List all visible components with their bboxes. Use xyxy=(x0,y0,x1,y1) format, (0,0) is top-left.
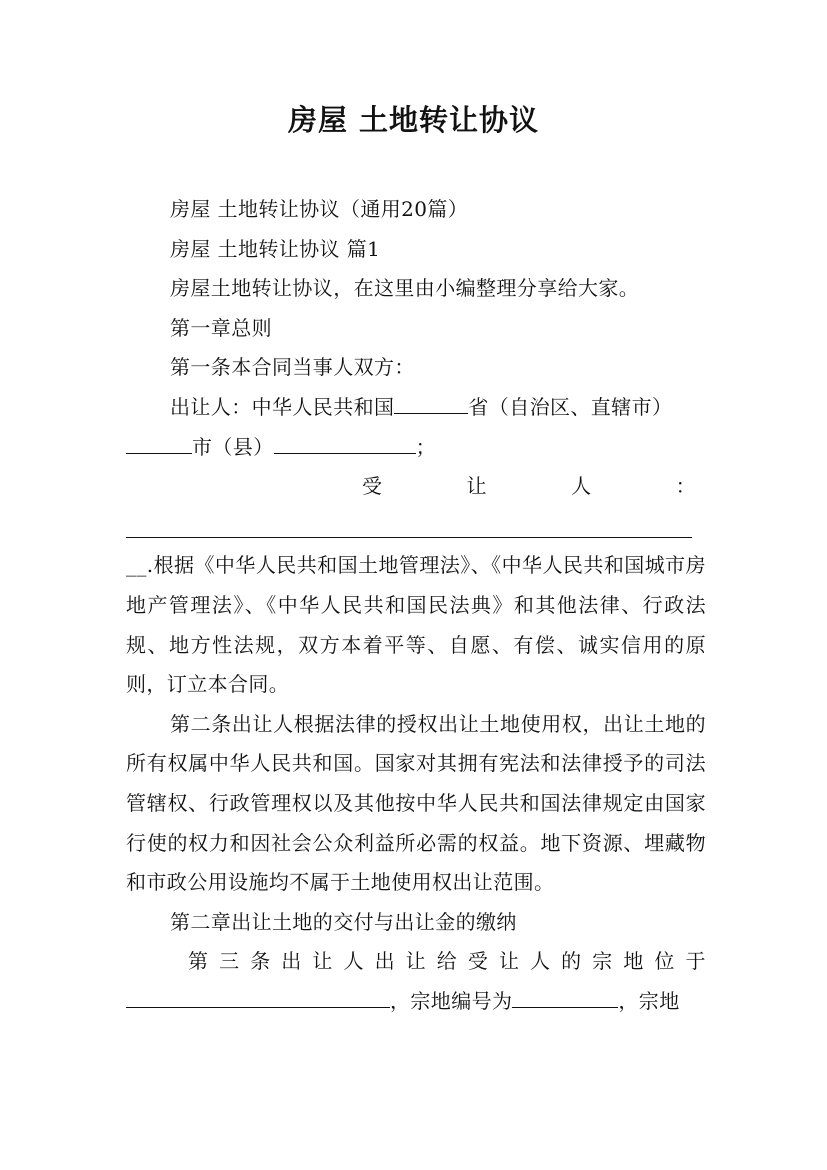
transferor-line xyxy=(126,388,706,428)
spread-char: 地 xyxy=(623,949,644,974)
transferee-blank-line xyxy=(126,507,706,547)
semicolon: ； xyxy=(415,434,437,459)
city-blank xyxy=(126,433,192,454)
spread-char: 让 xyxy=(405,949,427,974)
text-line: 房屋 土地转让协议（通用20篇） xyxy=(170,197,469,221)
text-line: 房屋 土地转让协议 篇1 xyxy=(170,236,381,261)
spread-char: 条 xyxy=(250,949,271,974)
spread-char: 位 xyxy=(654,949,675,974)
document-title: 房屋 土地转让协议 xyxy=(287,103,540,137)
spread-char: 受 xyxy=(362,474,383,499)
spread-char: 让 xyxy=(498,949,520,974)
parcel-label: ，宗地 xyxy=(618,988,680,1013)
chapter-heading: 第二章出让土地的交付与出让金的缴纳 xyxy=(170,909,517,934)
spread-char: 人 xyxy=(530,949,551,974)
spread-char: 的 xyxy=(561,949,582,974)
spread-char: 人 xyxy=(343,949,364,974)
paragraph: __.根据《中华人民共和国土地管理法》、《中华人民共和国城市房地产管理法》、《中华人民共和国民法典》和其他法律、行政法规、地方性法规，双方本着平等、自愿、有偿、诚实信用的原则，订立本合同。 xyxy=(126,553,706,697)
spread-char: 出 xyxy=(374,949,395,974)
transferee-blank xyxy=(126,537,692,538)
spread-char: ： xyxy=(675,474,696,499)
location-blank xyxy=(126,987,390,1008)
spread-char: 第 xyxy=(188,949,209,974)
spread-char: 三 xyxy=(219,949,240,974)
text-line: 房屋土地转让协议，在这里由小编整理分享给大家。 xyxy=(170,276,640,301)
text-line: 第一条本合同当事人双方： xyxy=(170,355,415,380)
province-label: 省（自治区、直辖市） xyxy=(468,394,673,419)
parcel-line xyxy=(126,982,706,1022)
transferee-label-line xyxy=(126,467,706,507)
spread-char: 让 xyxy=(312,949,333,974)
spread-char: 给 xyxy=(436,949,458,974)
spread-char: 人 xyxy=(571,474,592,499)
city-label: 市（县） xyxy=(192,434,274,459)
spread-char: 受 xyxy=(467,949,489,974)
chapter-heading: 第一章总则 xyxy=(170,315,272,340)
province-blank xyxy=(394,393,468,414)
spread-char: 于 xyxy=(685,949,706,974)
city-line xyxy=(126,428,706,468)
spread-char: 出 xyxy=(281,949,302,974)
spread-char: 让 xyxy=(466,474,487,499)
paragraph: 第二条出让人根据法律的授权出让土地使用权，出让土地的所有权属中华人民共和国。国家对其拥有宪法和法律授予的司法管辖权、行政管理权以及其他按中华人民共和国法律规定由国家行使的权力和因社会公众利益所必需的权益。地下资源、埋藏物和市政公用设施均不属于土地使用权出让范围。 xyxy=(126,711,706,895)
document-body xyxy=(126,190,706,1021)
parcel-number-label: ，宗地编号为 xyxy=(390,988,513,1013)
transferor-label: 出让人：中华人民共和国 xyxy=(170,394,395,419)
parcel-number-blank xyxy=(512,987,618,1008)
spread-text-line xyxy=(126,942,706,982)
spread-char: 宗 xyxy=(592,949,613,974)
county-blank xyxy=(274,433,416,454)
